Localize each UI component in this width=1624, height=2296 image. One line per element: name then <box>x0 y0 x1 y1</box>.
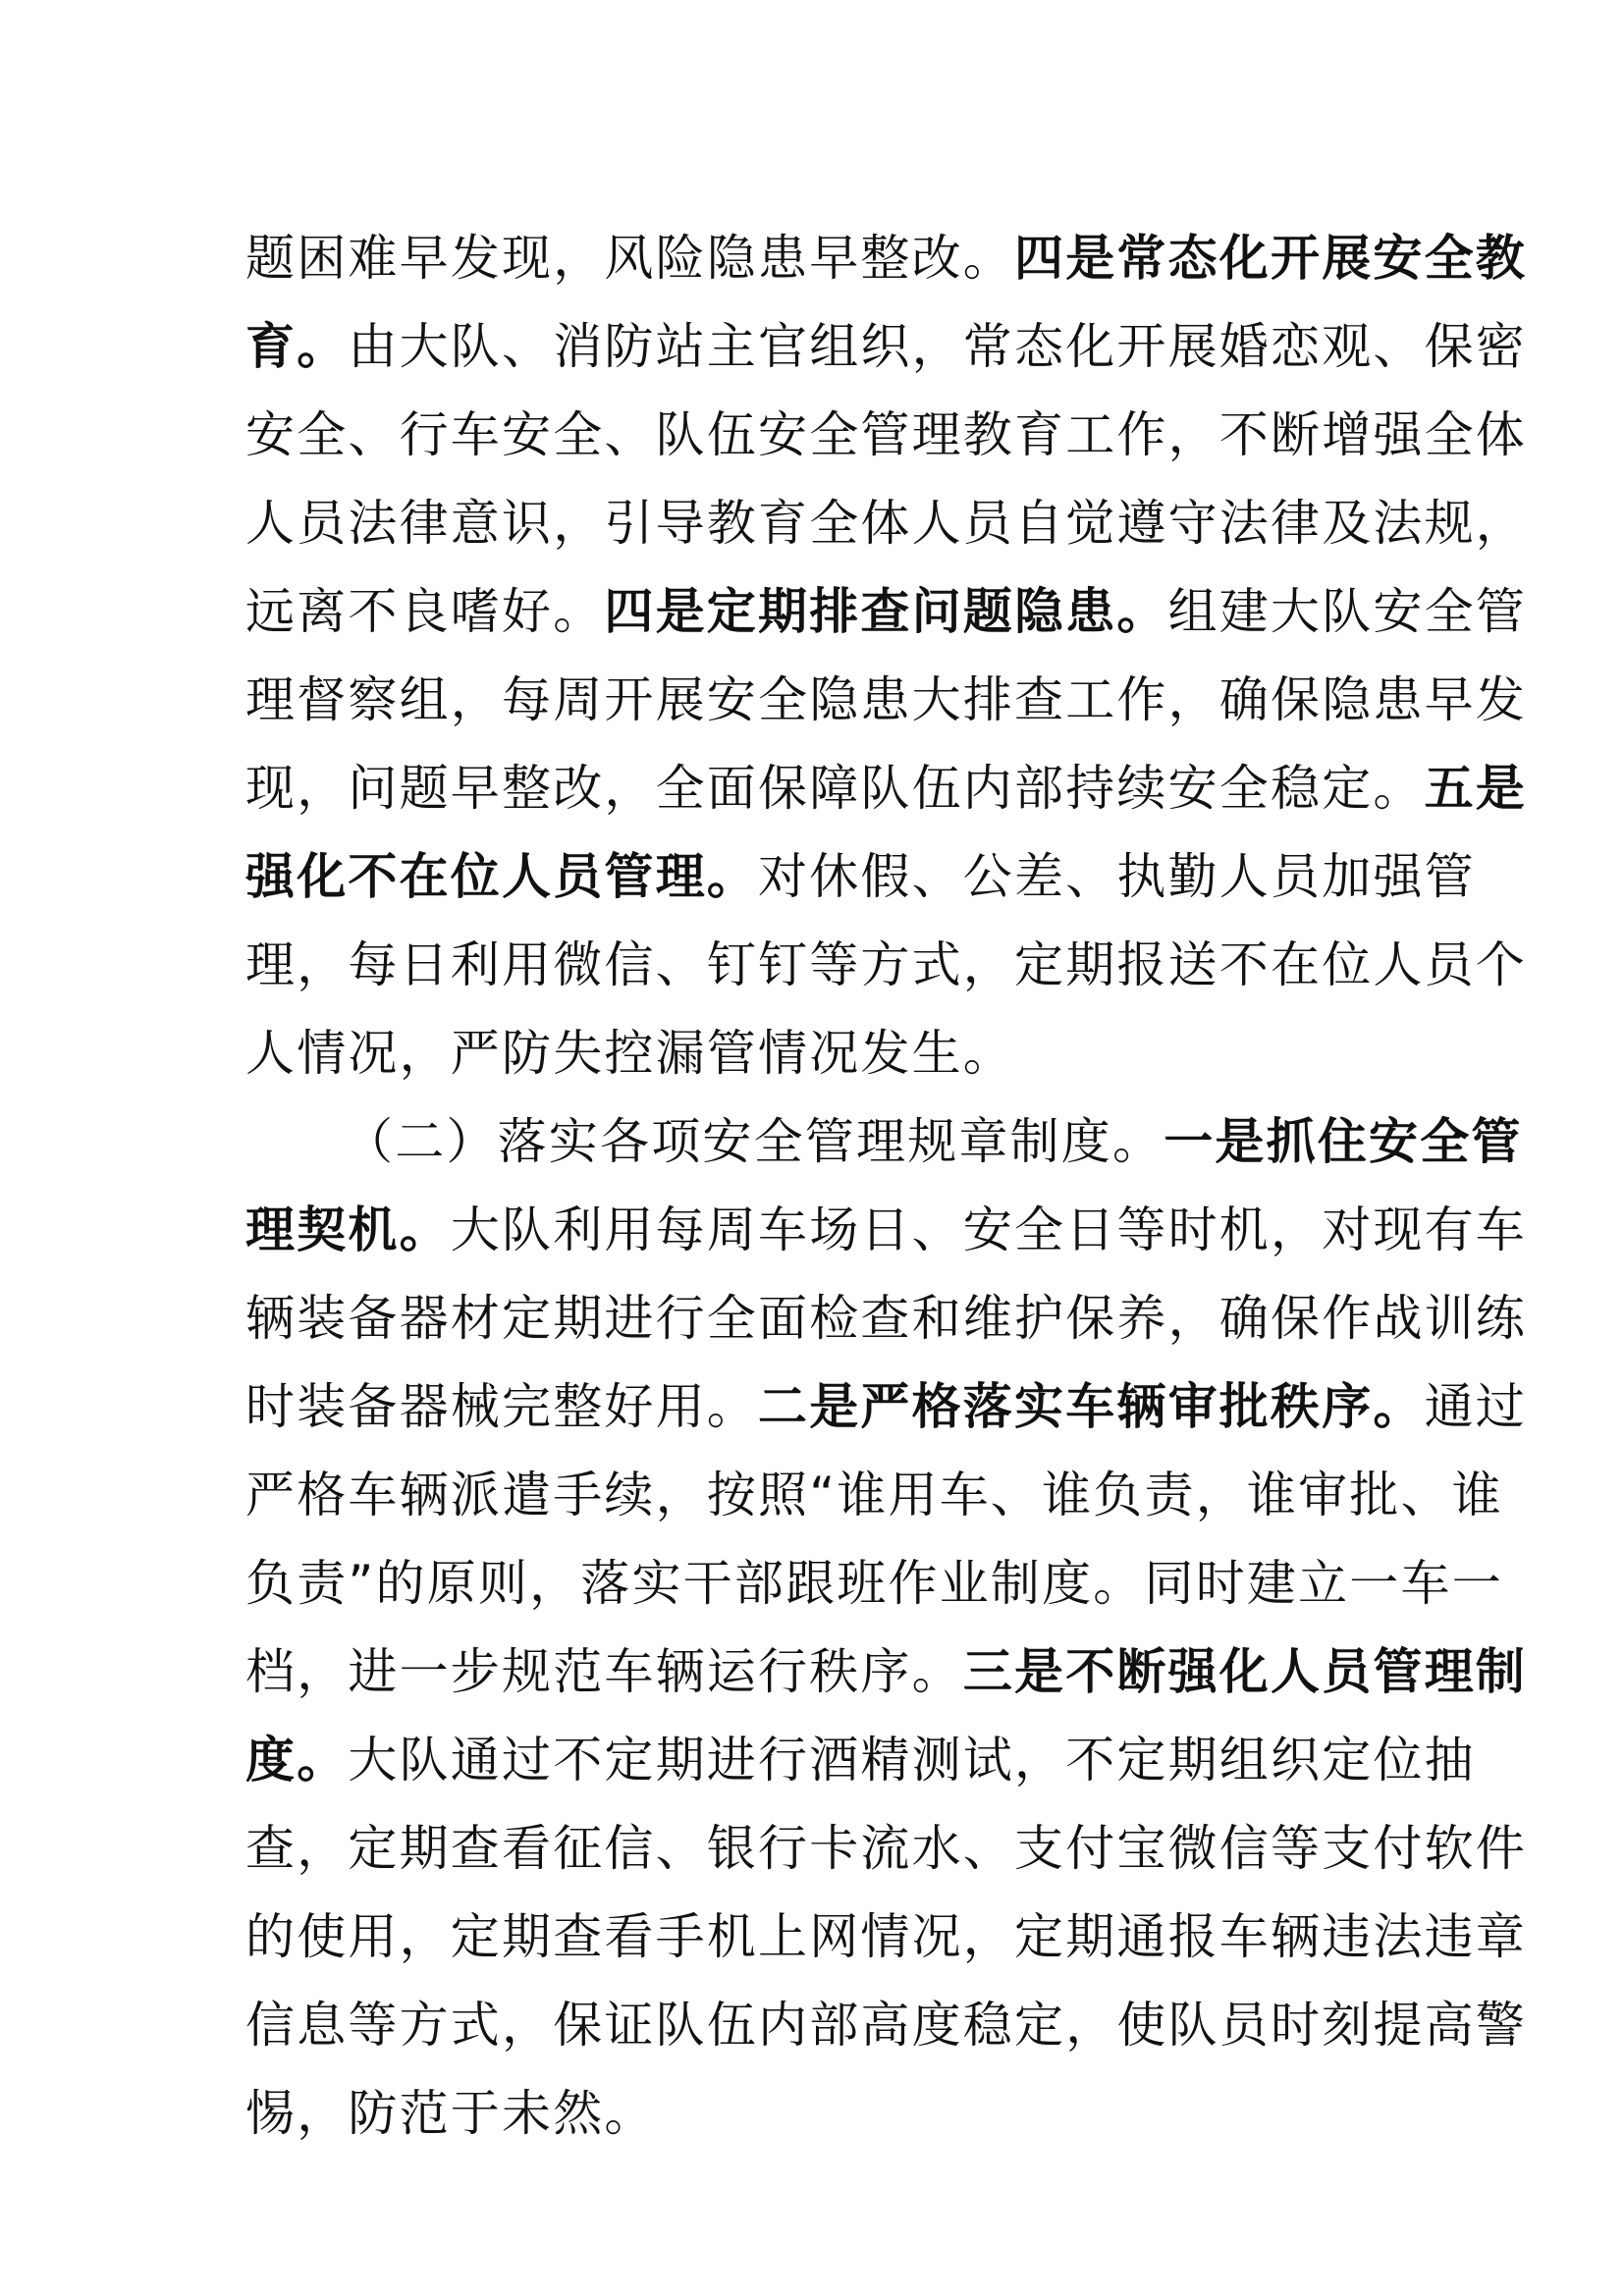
text-run: 人员法律意识，引导教育全体人员自觉遵守法律及法规， <box>245 495 1527 552</box>
bold-heading-run: 三是不断强化人员管理制 <box>962 1643 1528 1700</box>
text-run: 大队利用每周车场日、安全日等时机，对现有车 <box>450 1201 1528 1258</box>
text-run: 惕，防范于未然。 <box>245 2085 656 2142</box>
text-run: 安全、行车安全、队伍安全管理教育工作，不断增强全体 <box>245 406 1527 463</box>
bold-heading-run: 育。 <box>245 318 349 375</box>
bold-heading-run: 理契机。 <box>245 1201 451 1258</box>
text-run: 现，问题早整改，全面保障队伍内部持续安全稳定。 <box>245 760 1425 817</box>
text-run: 由大队、消防站主官组织，常态化开展婚恋观、保密 <box>348 318 1528 375</box>
bold-heading-run: 五是 <box>1424 760 1528 817</box>
text-run: 查，定期查看征信、银行卡流水、支付宝微信等支付软件 <box>245 1820 1527 1877</box>
section-heading-run: （二）落实各项安全管理规章制度。 <box>344 1113 1164 1170</box>
text-run: 通过 <box>1424 1378 1528 1435</box>
text-line-3 <box>245 391 1527 479</box>
text-run: 理督察组，每周开展安全隐患大排查工作，确保隐患早发 <box>245 671 1527 728</box>
bold-heading-run: 四是常态化开展安全教 <box>1014 230 1527 287</box>
text-line-19 <box>245 1804 1527 1893</box>
text-line-9 <box>245 921 1527 1009</box>
text-line-1 <box>245 214 1527 302</box>
text-line-16 <box>245 1539 1503 1628</box>
text-line-2 <box>245 302 1528 391</box>
text-line-20 <box>245 1893 1527 1981</box>
text-run: 对休假、公差、执勤人员加强管 <box>758 848 1476 905</box>
text-run: 人情况，严防失控漏管情况发生。 <box>245 1025 1014 1082</box>
bold-heading-run: 四是定期排查问题隐患。 <box>604 583 1168 640</box>
text-run: 题困难早发现，风险隐患早整改。 <box>245 230 1014 287</box>
bold-heading-run: 二是严格落实车辆审批秩序。 <box>758 1378 1425 1435</box>
text-line-12 <box>245 1186 1528 1274</box>
text-run: 严格车辆派遣手续，按照“谁用车、谁负责，谁审批、谁 <box>245 1467 1503 1523</box>
text-line-6 <box>245 656 1527 744</box>
text-run: 辆装备器材定期进行全面检查和维护保养，确保作战训练 <box>245 1290 1527 1347</box>
text-line-21 <box>245 1981 1527 2069</box>
text-line-7 <box>245 744 1528 832</box>
text-run: 大队通过不定期进行酒精测试，不定期组织定位抽 <box>348 1732 1476 1789</box>
bold-heading-run: 度。 <box>245 1732 349 1789</box>
text-run: 时装备器械完整好用。 <box>245 1378 758 1435</box>
text-line-13 <box>245 1274 1527 1362</box>
text-run: 理，每日利用微信、钉钉等方式，定期报送不在位人员个 <box>245 936 1527 993</box>
text-line-15 <box>245 1451 1503 1539</box>
text-run: 信息等方式，保证队伍内部高度稳定，使队员时刻提高警 <box>245 1997 1527 2054</box>
text-line-8 <box>245 832 1476 921</box>
text-line-4 <box>245 479 1527 567</box>
text-run: 的使用，定期查看手机上网情况，定期通报车辆违法违章 <box>245 1908 1527 1965</box>
text-run: 负责”的原则，落实干部跟班作业制度。同时建立一车一 <box>245 1555 1503 1612</box>
text-run: 远离不良嗜好。 <box>245 583 605 640</box>
text-line-18 <box>245 1716 1476 1804</box>
text-line-14 <box>245 1362 1528 1451</box>
text-run: 组建大队安全管 <box>1167 583 1528 640</box>
text-line-10 <box>245 1009 1384 1097</box>
text-run: 档，进一步规范车辆运行秩序。 <box>245 1643 963 1700</box>
text-line-17 <box>245 1628 1528 1716</box>
text-line-5 <box>245 567 1528 656</box>
text-line-22 <box>245 2069 1384 2158</box>
bold-heading-run: 一是抓住安全管 <box>1164 1113 1523 1170</box>
text-line-11 <box>344 1097 1523 1186</box>
bold-heading-run: 强化不在位人员管理。 <box>245 848 758 905</box>
